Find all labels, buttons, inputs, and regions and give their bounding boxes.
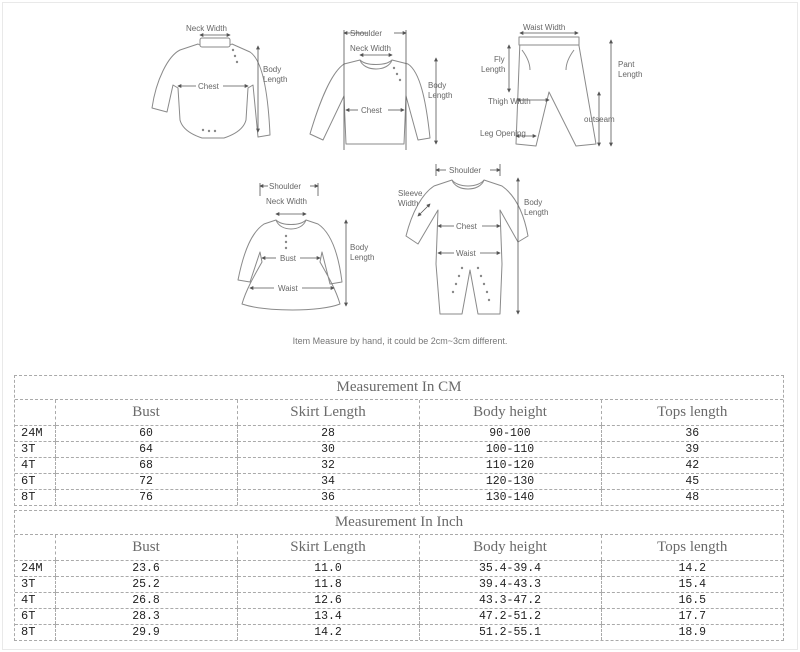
bust-cell: 26.8 bbox=[55, 593, 237, 609]
romper-waist-label: Waist bbox=[456, 249, 476, 258]
romper-body-label: Body bbox=[524, 198, 543, 207]
table-row bbox=[15, 474, 783, 490]
body-height-cell: 39.4-43.3 bbox=[419, 577, 601, 593]
skirt-length-cell: 14.2 bbox=[237, 625, 419, 641]
cm-table bbox=[15, 400, 783, 505]
romper-shoulder-label: Shoulder bbox=[449, 166, 482, 175]
body-height-cell: 43.3-47.2 bbox=[419, 593, 601, 609]
tops-length-cell: 39 bbox=[601, 442, 783, 458]
body-height-cell: 90-100 bbox=[419, 426, 601, 442]
bust-cell: 68 bbox=[55, 458, 237, 474]
pants-outseam-label: outseam bbox=[584, 115, 615, 124]
body-height-cell: 51.2-55.1 bbox=[419, 625, 601, 641]
skirt-length-cell: 28 bbox=[237, 426, 419, 442]
romper-sleeve-width-label: Width bbox=[398, 199, 419, 208]
romper-length-label: Length bbox=[524, 208, 549, 217]
header-size bbox=[15, 400, 55, 426]
skirt-length-cell: 34 bbox=[237, 474, 419, 490]
table-row bbox=[15, 577, 783, 593]
tops-length-cell: 17.7 bbox=[601, 609, 783, 625]
bodysuit-diagram bbox=[152, 24, 287, 138]
dress-waist-label: Waist bbox=[278, 284, 298, 293]
tops-length-cell: 16.5 bbox=[601, 593, 783, 609]
shirt-body-label: Body bbox=[428, 81, 447, 90]
inch-table-block bbox=[14, 510, 784, 641]
tops-length-cell: 42 bbox=[601, 458, 783, 474]
pants-pant-label: Pant bbox=[618, 60, 635, 69]
bust-cell: 76 bbox=[55, 490, 237, 506]
tops-length-cell: 36 bbox=[601, 426, 783, 442]
header-body-height: Body height bbox=[419, 400, 601, 426]
body-height-cell: 130-140 bbox=[419, 490, 601, 506]
romper-sleeve-label: Sleeve bbox=[398, 189, 423, 198]
bust-cell: 60 bbox=[55, 426, 237, 442]
shirt-shoulder-label: Shoulder bbox=[350, 29, 383, 38]
skirt-length-cell: 11.0 bbox=[237, 561, 419, 577]
skirt-length-cell: 11.8 bbox=[237, 577, 419, 593]
measure-note: Item Measure by hand, it could be 2cm~3cm different. bbox=[292, 336, 508, 346]
inch-table bbox=[15, 535, 783, 640]
bust-cell: 64 bbox=[55, 442, 237, 458]
body-height-cell: 100-110 bbox=[419, 442, 601, 458]
shirt-chest-label: Chest bbox=[361, 106, 382, 115]
table-header-row bbox=[15, 400, 783, 426]
header-tops-length: Tops length bbox=[601, 400, 783, 426]
inch-table-title: Measurement In Inch bbox=[15, 511, 783, 535]
tops-length-cell: 18.9 bbox=[601, 625, 783, 641]
pants-pant-length-label: Length bbox=[618, 70, 643, 79]
romper-chest-label: Chest bbox=[456, 222, 477, 231]
skirt-length-cell: 30 bbox=[237, 442, 419, 458]
shirt-diagram bbox=[310, 29, 452, 150]
table-row bbox=[15, 625, 783, 641]
tops-length-cell: 48 bbox=[601, 490, 783, 506]
bodysuit-length-label: Length bbox=[263, 75, 288, 84]
dress-diagram bbox=[238, 182, 374, 310]
size-cell: 24M bbox=[15, 561, 55, 577]
body-height-cell: 47.2-51.2 bbox=[419, 609, 601, 625]
table-row bbox=[15, 593, 783, 609]
table-row bbox=[15, 458, 783, 474]
header-body-height: Body height bbox=[419, 535, 601, 561]
bodysuit-chest-label: Chest bbox=[198, 82, 219, 91]
bust-cell: 28.3 bbox=[55, 609, 237, 625]
pants-leg-opening-label: Leg Opening bbox=[480, 129, 526, 138]
table-row bbox=[15, 561, 783, 577]
bust-cell: 25.2 bbox=[55, 577, 237, 593]
romper-diagram bbox=[398, 164, 548, 314]
pants-fly-length-label: Length bbox=[481, 65, 506, 74]
shirt-neck-width-label: Neck Width bbox=[350, 44, 391, 53]
bust-cell: 72 bbox=[55, 474, 237, 490]
table-header-row bbox=[15, 535, 783, 561]
table-row bbox=[15, 442, 783, 458]
size-cell: 6T bbox=[15, 474, 55, 490]
table-row bbox=[15, 609, 783, 625]
size-cell: 6T bbox=[15, 609, 55, 625]
tops-length-cell: 15.4 bbox=[601, 577, 783, 593]
size-cell: 8T bbox=[21, 625, 36, 639]
cm-table-block bbox=[14, 375, 784, 506]
table-row bbox=[15, 426, 783, 442]
skirt-length-cell: 32 bbox=[237, 458, 419, 474]
pants-fly-label: Fly bbox=[494, 55, 505, 64]
tops-length-cell: 45 bbox=[601, 474, 783, 490]
size-cell: 8T bbox=[21, 490, 36, 504]
bodysuit-body-label: Body bbox=[263, 65, 282, 74]
body-height-cell: 120-130 bbox=[419, 474, 601, 490]
dress-neck-width-label: Neck Width bbox=[266, 197, 307, 206]
cm-table-title: Measurement In CM bbox=[15, 376, 783, 400]
bust-cell: 29.9 bbox=[55, 625, 237, 641]
dress-body-label: Body bbox=[350, 243, 369, 252]
header-skirt-length: Skirt Length bbox=[237, 400, 419, 426]
table-row bbox=[15, 490, 783, 506]
header-size bbox=[15, 535, 55, 561]
bust-cell: 23.6 bbox=[55, 561, 237, 577]
header-bust: Bust bbox=[55, 535, 237, 561]
dress-length-label: Length bbox=[350, 253, 375, 262]
bodysuit-neck-width-label: Neck Width bbox=[186, 24, 227, 33]
dress-shoulder-label: Shoulder bbox=[269, 182, 302, 191]
size-cell: 3T bbox=[15, 577, 55, 593]
size-cell: 3T bbox=[15, 442, 55, 458]
header-skirt-length: Skirt Length bbox=[237, 535, 419, 561]
pants-diagram bbox=[480, 23, 642, 146]
pants-waist-width-label: Waist Width bbox=[523, 23, 566, 32]
tops-length-cell: 14.2 bbox=[601, 561, 783, 577]
shirt-length-label: Length bbox=[428, 91, 453, 100]
header-bust: Bust bbox=[55, 400, 237, 426]
skirt-length-cell: 36 bbox=[237, 490, 419, 506]
size-cell: 4T bbox=[15, 458, 55, 474]
header-tops-length: Tops length bbox=[601, 535, 783, 561]
size-cell: 4T bbox=[15, 593, 55, 609]
skirt-length-cell: 13.4 bbox=[237, 609, 419, 625]
dress-bust-label: Bust bbox=[280, 254, 297, 263]
body-height-cell: 110-120 bbox=[419, 458, 601, 474]
pants-thigh-width-label: Thigh Width bbox=[488, 97, 531, 106]
skirt-length-cell: 12.6 bbox=[237, 593, 419, 609]
size-cell: 24M bbox=[15, 426, 55, 442]
body-height-cell: 35.4-39.4 bbox=[419, 561, 601, 577]
